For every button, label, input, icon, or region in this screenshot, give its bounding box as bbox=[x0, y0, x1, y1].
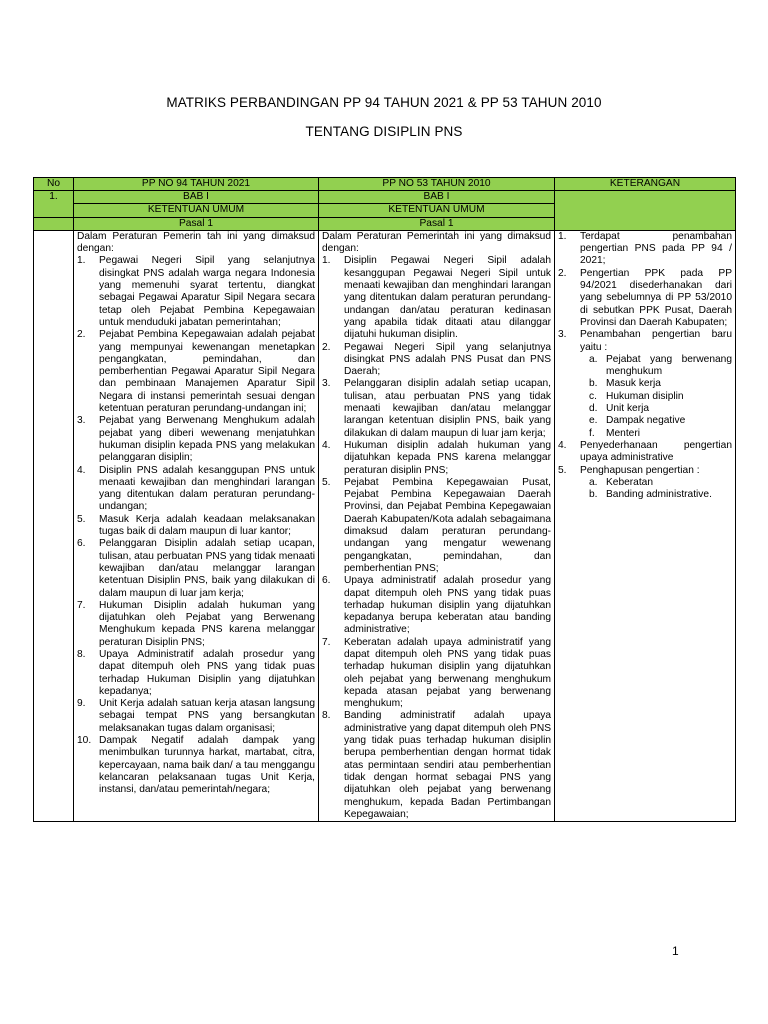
list-item-text: Disiplin PNS adalah kesanggupan PNS untuk menaati kewajiban dan menghindari larangan yang ditentukan dalam peraturan perundang-undangan; bbox=[99, 464, 315, 513]
list-item bbox=[322, 710, 551, 821]
list-item bbox=[322, 637, 551, 711]
list-item-text: Masuk Kerja adalah keadaan melaksanakan tugas baik di dalam maupun di luar kantor; bbox=[99, 513, 315, 538]
list-item-number: 1. bbox=[322, 255, 331, 267]
sub-list-item-text: Banding administrative. bbox=[606, 489, 712, 501]
pp53-ketentuan: KETENTUAN UMUM bbox=[319, 204, 555, 217]
sub-list-item-letter: a. bbox=[589, 353, 598, 365]
list-item bbox=[77, 329, 315, 415]
sub-list-item bbox=[580, 428, 732, 440]
sub-list-item-text: Pejabat yang berwenang menghukum bbox=[606, 353, 732, 378]
document-title: MATRIKS PERBANDINGAN PP 94 TAHUN 2021 & PP 53 TAHUN 2010 bbox=[166, 95, 602, 110]
pp53-intro: Dalam Peraturan Pemerintah ini yang dimaksud dengan: bbox=[322, 230, 551, 255]
content-row bbox=[34, 230, 736, 821]
header-no: No bbox=[34, 178, 74, 191]
list-item bbox=[558, 268, 732, 329]
list-item-number: 5. bbox=[558, 464, 567, 476]
comparison-table bbox=[33, 177, 736, 822]
pp94-bab bbox=[74, 191, 319, 204]
pp94-ketentuan: KETENTUAN UMUM bbox=[74, 204, 319, 217]
list-item-number: 4. bbox=[322, 439, 331, 451]
list-item-text: Pegawai Negeri Sipil yang selanjutnya disingkat PNS adalah warga negara Indonesia yang memenuhi syarat tertentu, diangkat sebagai Pegawai Aparatur Sipil Negara secara tetap oleh Pejabat Pembina Kepegawaian untuk menduduki jabatan pemerintahan; bbox=[99, 255, 315, 328]
list-item bbox=[77, 255, 315, 329]
list-item-text: Pejabat Pembina Kepegawaian Pusat, Pejabat Pembina Kepegawaian Daerah Provinsi, dan Pejabat Pembina Kepegawaian Daerah Kabupaten/Kota adalah sebagaimana dimaksud dalam peraturan perundang-undangan yang mengatur wewenang pengangkatan, pemindahan, dan pemberhentian PNS; bbox=[344, 476, 551, 574]
page-number: 1 bbox=[672, 944, 679, 958]
pp53-bab bbox=[319, 191, 555, 204]
list-item-number: 5. bbox=[322, 476, 331, 488]
list-item bbox=[77, 514, 315, 539]
pp94-definition-list bbox=[77, 255, 315, 796]
pp53-definition-list bbox=[322, 255, 551, 821]
list-item-text: Penghapusan pengertian : bbox=[580, 464, 700, 476]
list-item-number: 10. bbox=[77, 735, 92, 747]
list-item bbox=[322, 378, 551, 439]
header-pp94: PP NO 94 TAHUN 2021 bbox=[74, 178, 319, 191]
list-item bbox=[322, 255, 551, 341]
list-item-text: Upaya administratif adalah prosedur yang dapat ditempuh oleh PNS yang tidak puas terhadap hukuman disiplin yang dijatuhkan kepadanya berupa keberatan atau banding administrative; bbox=[344, 575, 551, 636]
list-item-text: Keberatan adalah upaya administratif yang dapat ditempuh oleh PNS yang tidak puas terhadap hukuman disiplin yang dijatuhkan oleh pejabat yang berwenang menghukum kepada atasan pejabat yang berwenang menghukum; bbox=[344, 636, 551, 710]
list-item-text: Pegawai Negeri Sipil yang selanjutnya disingkat PNS adalah PNS Pusat dan PNS Daerah; bbox=[344, 341, 551, 378]
list-item-number: 6. bbox=[77, 538, 86, 550]
sub-list-item bbox=[580, 378, 732, 390]
sub-list-item-text: Dampak negative bbox=[606, 415, 686, 427]
sub-list-item-text: Unit kerja bbox=[606, 403, 650, 415]
list-item bbox=[322, 575, 551, 636]
list-item-text: Pelanggaran disiplin adalah setiap ucapan, tulisan, atau perbuatan PNS yang tidak menaati kewajiban dan/atau melanggar larangan ketentuan disiplin PNS, baik yang dilakukan di dalam maupun di luar jam kerja; bbox=[344, 378, 551, 439]
list-item-number: 4. bbox=[558, 439, 567, 451]
list-item-number: 1. bbox=[558, 230, 567, 242]
list-item-number: 2. bbox=[77, 329, 86, 341]
list-item-text: Hukuman Disiplin adalah hukuman yang dijatuhkan oleh Pejabat yang Berwenang Menghukum kepada PNS karena melanggar peraturan Disiplin PNS; bbox=[99, 599, 315, 648]
list-item-number: 3. bbox=[322, 378, 331, 390]
sub-list-item-letter: f. bbox=[589, 427, 595, 439]
list-item bbox=[322, 477, 551, 575]
sub-list-item-letter: a. bbox=[589, 476, 598, 488]
list-item-text: Pejabat yang Berwenang Menghukum adalah pejabat yang diberi wewenang menjatuhkan hukuman disiplin kepada PNS yang melakukan pelanggaran disiplin; bbox=[99, 415, 315, 464]
pp94-bab-label: BAB I bbox=[182, 191, 210, 202]
list-item-text: Hukuman disiplin adalah hukuman yang dijatuhkan kepada PNS karena melanggar peraturan disiplin PNS; bbox=[344, 439, 551, 476]
sub-list-item-text: Masuk kerja bbox=[606, 378, 661, 390]
pp94-pasal: Pasal 1 bbox=[74, 217, 319, 230]
list-item-text: Dampak Negatif adalah dampak yang menimbulkan turunnya harkat, martabat, citra, kepercayaan, nama baik dan/ a tau menggangu kelancaran pelaksanaan tugas Unit Kerja, instansi, dan/atau pemerintah/negara; bbox=[99, 735, 315, 796]
sub-list-item-letter: b. bbox=[589, 489, 598, 501]
list-item bbox=[558, 231, 732, 268]
list-item-number: 3. bbox=[558, 329, 567, 341]
list-item-text: Disiplin Pegawai Negeri Sipil adalah kesanggupan Pegawai Negeri Sipil untuk menaati kewajiban dan menghindari larangan yang ditentukan dalam peraturan perundang-undangan dan/atau peraturan kedinasan yang apabila tidak ditaati atau dilanggar dijatuhi hukuman disiplin. bbox=[344, 255, 551, 341]
list-item-text: Banding administratif adalah upaya administrative yang dapat ditempuh oleh PNS yang tidak puas terhadap hukuman disiplin berupa pemberhentian dengan hormat tidak atas permintaan sendiri atau pemberhentian tidak dengan hormat sebagai PNS yang dijatuhkan oleh pejabat yang berwenang menghukum, kepada Badan Pertimbangan Kepegawaian; bbox=[344, 710, 551, 820]
sub-list-item bbox=[580, 403, 732, 415]
list-item-text: Upaya Administratif adalah prosedur yang dapat ditempuh oleh PNS yang tidak puas terhadap Hukuman Disiplin yang dijatuhkan kepadanya; bbox=[99, 648, 315, 697]
list-item-text: Penyederhanaan pengertian upaya administrative bbox=[580, 439, 732, 464]
list-item-number: 5. bbox=[77, 513, 86, 525]
list-item-text: Pelanggaran Disiplin adalah setiap ucapan, tulisan, atau perbuatan PNS yang tidak menaati kewajiban dan/atau melanggar larangan ketentuan Disiplin PNS, baik yang dilakukan di dalam maupun di luar jam kerja; bbox=[99, 538, 315, 599]
header-pp53: PP NO 53 TAHUN 2010 bbox=[319, 178, 555, 191]
list-item bbox=[77, 600, 315, 649]
list-item bbox=[77, 538, 315, 599]
list-item bbox=[558, 465, 732, 502]
keterangan-bab-empty bbox=[555, 191, 736, 231]
list-item-number: 2. bbox=[558, 267, 567, 279]
list-item-number: 2. bbox=[322, 341, 331, 353]
list-item-number: 6. bbox=[322, 575, 331, 587]
sub-list-item bbox=[580, 415, 732, 427]
row-number: 1. bbox=[34, 191, 74, 218]
list-item bbox=[77, 649, 315, 698]
document-subtitle: TENTANG DISIPLIN PNS bbox=[305, 124, 463, 139]
no-pasal-empty bbox=[34, 217, 74, 230]
pp53-content bbox=[319, 230, 555, 821]
list-item bbox=[558, 440, 732, 465]
keterangan-content bbox=[555, 230, 736, 821]
content-no-empty bbox=[34, 230, 74, 821]
sub-list bbox=[580, 354, 732, 440]
sub-list-item-text: Keberatan bbox=[606, 476, 654, 488]
list-item-number: 8. bbox=[322, 710, 331, 722]
list-item bbox=[77, 735, 315, 796]
pp94-content bbox=[74, 230, 319, 821]
list-item bbox=[322, 342, 551, 379]
bab-row bbox=[34, 191, 736, 204]
list-item-number: 4. bbox=[77, 464, 86, 476]
sub-list bbox=[580, 477, 732, 502]
list-item bbox=[558, 329, 732, 440]
pp53-bab-label: BAB I bbox=[423, 191, 450, 202]
list-item bbox=[77, 415, 315, 464]
table-header-row bbox=[34, 178, 736, 191]
list-item-text: Pengertian PPK pada PP 94/2021 disederhanakan dari yang sebelumnya di PP 53/2010 di sebutkan PPK Pusat, Daerah Provinsi dan Daerah Kabupaten; bbox=[580, 267, 732, 328]
sub-list-item-letter: d. bbox=[589, 403, 598, 415]
header-keterangan: KETERANGAN bbox=[555, 178, 736, 191]
list-item bbox=[77, 698, 315, 735]
sub-list-item bbox=[580, 489, 732, 501]
sub-list-item-letter: b. bbox=[589, 378, 598, 390]
sub-list-item bbox=[580, 477, 732, 489]
sub-list-item bbox=[580, 391, 732, 403]
list-item-text: Pejabat Pembina Kepegawaian adalah pejabat yang mempunyai kewenangan menetapkan pengangkatan, pemindahan, dan pemberhentian Pegawai Aparatur Sipil Negara dan pembinaan Manajemen Aparatur Sipil Negara di instansi pemerintah sesuai dengan ketentuan peraturan perundang-undangan ini; bbox=[99, 329, 315, 415]
pp53-pasal: Pasal 1 bbox=[319, 217, 555, 230]
pp94-intro: Dalam Peraturan Pemerin tah ini yang dimaksud dengan: bbox=[77, 230, 315, 255]
list-item-number: 8. bbox=[77, 648, 86, 660]
sub-list-item-text: Menteri bbox=[606, 427, 640, 439]
list-item-text: Terdapat penambahan pengertian PNS pada PP 94 / 2021; bbox=[580, 230, 732, 267]
list-item-text: Unit Kerja adalah satuan kerja atasan langsung sebagai tempat PNS yang bersangkutan melaksanakan tugas dalam organisasi; bbox=[99, 698, 315, 734]
keterangan-list bbox=[558, 231, 732, 502]
list-item-number: 9. bbox=[77, 698, 86, 710]
list-item-number: 7. bbox=[322, 636, 331, 648]
list-item bbox=[77, 465, 315, 514]
list-item-number: 3. bbox=[77, 415, 86, 427]
sub-list-item-letter: c. bbox=[589, 390, 597, 402]
list-item-number: 1. bbox=[77, 255, 86, 267]
sub-list-item-letter: e. bbox=[589, 415, 598, 427]
sub-list-item bbox=[580, 354, 732, 379]
sub-list-item-text: Hukuman disiplin bbox=[606, 390, 684, 402]
list-item-text: Penambahan pengertian baru yaitu : bbox=[580, 329, 732, 353]
list-item bbox=[322, 440, 551, 477]
list-item-number: 7. bbox=[77, 599, 86, 611]
